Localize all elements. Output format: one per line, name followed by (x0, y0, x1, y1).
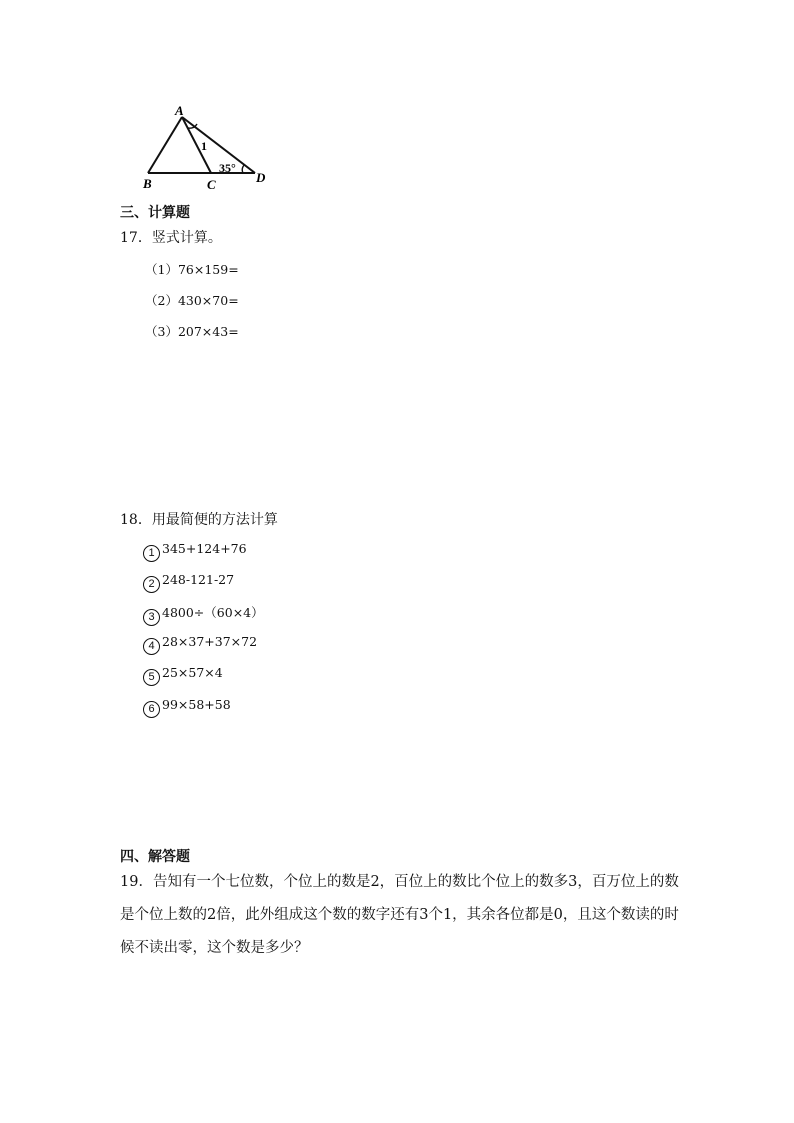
section-3-title: 三、计算题 (120, 205, 190, 221)
label-d: D (256, 170, 266, 185)
question-18-item (143, 572, 234, 593)
circled-number: 1 (143, 545, 160, 562)
expression: 248-121-27 (162, 572, 235, 587)
circled-number: 2 (143, 576, 160, 593)
expression: 25×57×4 (162, 665, 223, 680)
question-19-text: 19．告知有一个七位数，个位上的数是2，百位上的数比个位上的数多3，百万位上的数是个位上数的2倍，此外组成这个数的数字还有3个1，其余各位都是0，且这个数读的时候不读出零，这个数是多少？ (120, 874, 679, 956)
expression: 99×58+58 (162, 697, 231, 712)
label-a: A (175, 103, 184, 118)
question-18-item (143, 634, 257, 655)
expression: 28×37+37×72 (162, 634, 258, 649)
question-18-prompt: 18．用最简便的方法计算 (120, 512, 278, 528)
circled-number: 3 (143, 609, 160, 626)
angle-d-label: 35° (219, 161, 236, 175)
question-18-item (143, 541, 247, 562)
triangle-figure (140, 100, 280, 195)
circled-number: 5 (143, 669, 160, 686)
angle-d-arc (242, 165, 244, 173)
question-17-item: （1）76×159= (145, 262, 239, 277)
circled-number: 6 (143, 701, 160, 718)
section-4-title: 四、解答题 (120, 849, 190, 865)
label-c: C (207, 177, 216, 192)
question-18-item (143, 697, 231, 718)
circled-number: 4 (143, 638, 160, 655)
question-17-prompt: 17．竖式计算。 (120, 230, 222, 246)
question-17-item: （3）207×43= (145, 324, 239, 339)
label-b: B (143, 176, 152, 191)
segment-ab (148, 117, 182, 173)
question-18-item (143, 665, 223, 686)
angle-1-label: 1 (201, 139, 207, 153)
question-17-item: （2）430×70= (145, 293, 239, 308)
expression: 345+124+76 (162, 541, 247, 556)
expression: 4800÷（60×4） (162, 605, 264, 620)
question-18-item (143, 603, 264, 626)
